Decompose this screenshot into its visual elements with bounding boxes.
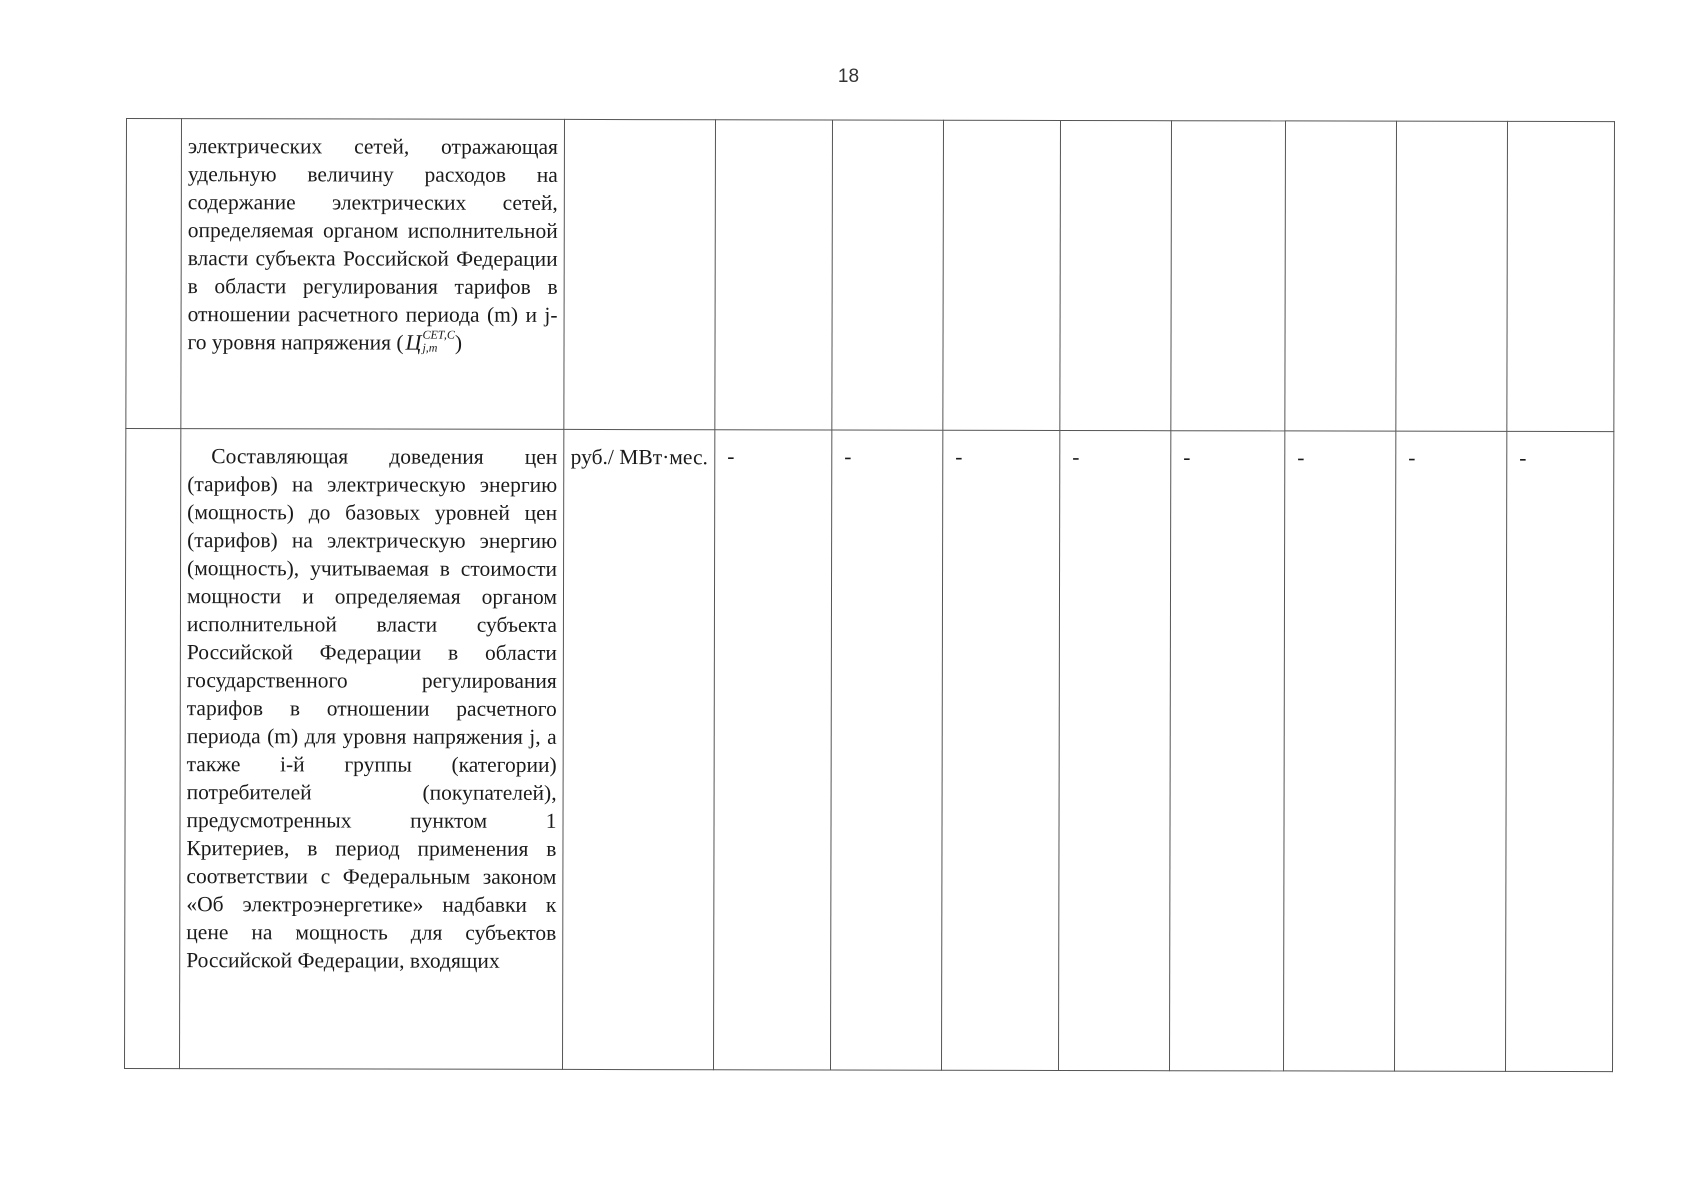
unit-cell: руб./ МВт·мес. (563, 429, 715, 1069)
value-cell (832, 120, 944, 430)
value-cell (1171, 121, 1286, 431)
row-number-cell (126, 119, 182, 429)
value-cell (1507, 121, 1615, 431)
value-cell: - (1506, 431, 1614, 1071)
value-cell: - (1170, 431, 1285, 1071)
table-row (126, 119, 1615, 432)
description-cell (180, 429, 564, 1070)
description-text: электрических сетей, отражающая удельную величину расходов на содержание электрических сетей, определяемая органом исполнительной власти субъекта Российской Федерации в области регулирования тарифов в отношении расчетного периода (m) и j-го уровня напряжения (Ц СЕТ,С j,m ) (187, 132, 557, 358)
table-row (125, 429, 1614, 1072)
value-cell (1285, 121, 1397, 431)
value-cell: - (1395, 431, 1507, 1071)
value-cell (1060, 120, 1172, 430)
value-cell (943, 120, 1061, 430)
value-cell: - (942, 430, 1060, 1070)
description-cell (181, 119, 565, 430)
value-cell: - (1284, 431, 1396, 1071)
unit-cell (564, 119, 716, 429)
value-cell (1396, 121, 1508, 431)
description-text: Составляющая доведения цен (тарифов) на электрическую энергию (мощность) до базовых уровней цен (тарифов) на электрическую энергию (мощность), учитываемая в стоимости мощности и определяемая органом исполнительной власти субъекта Российской Федерации в области государственного регулирования тарифов в отношении расчетного периода (m) для уровня напряжения j, а также i-й группы (категории) потребителей (покупателей), предусмотренных пунктом 1 Критериев, в период применения в соответствии с Федеральным законом «Об электроэнергетике» надбавки к цене на мощность для субъектов Российской Федерации, входящих (186, 444, 558, 973)
value-cell (715, 120, 833, 430)
row-number-cell (125, 429, 181, 1069)
value-cell: - (831, 430, 943, 1070)
value-cell: - (714, 430, 832, 1070)
tariff-table (124, 118, 1615, 1072)
value-cell: - (1059, 430, 1171, 1070)
formula-price-set-c: Ц СЕТ,С j,m (405, 327, 455, 355)
page-number: 18 (837, 66, 860, 87)
